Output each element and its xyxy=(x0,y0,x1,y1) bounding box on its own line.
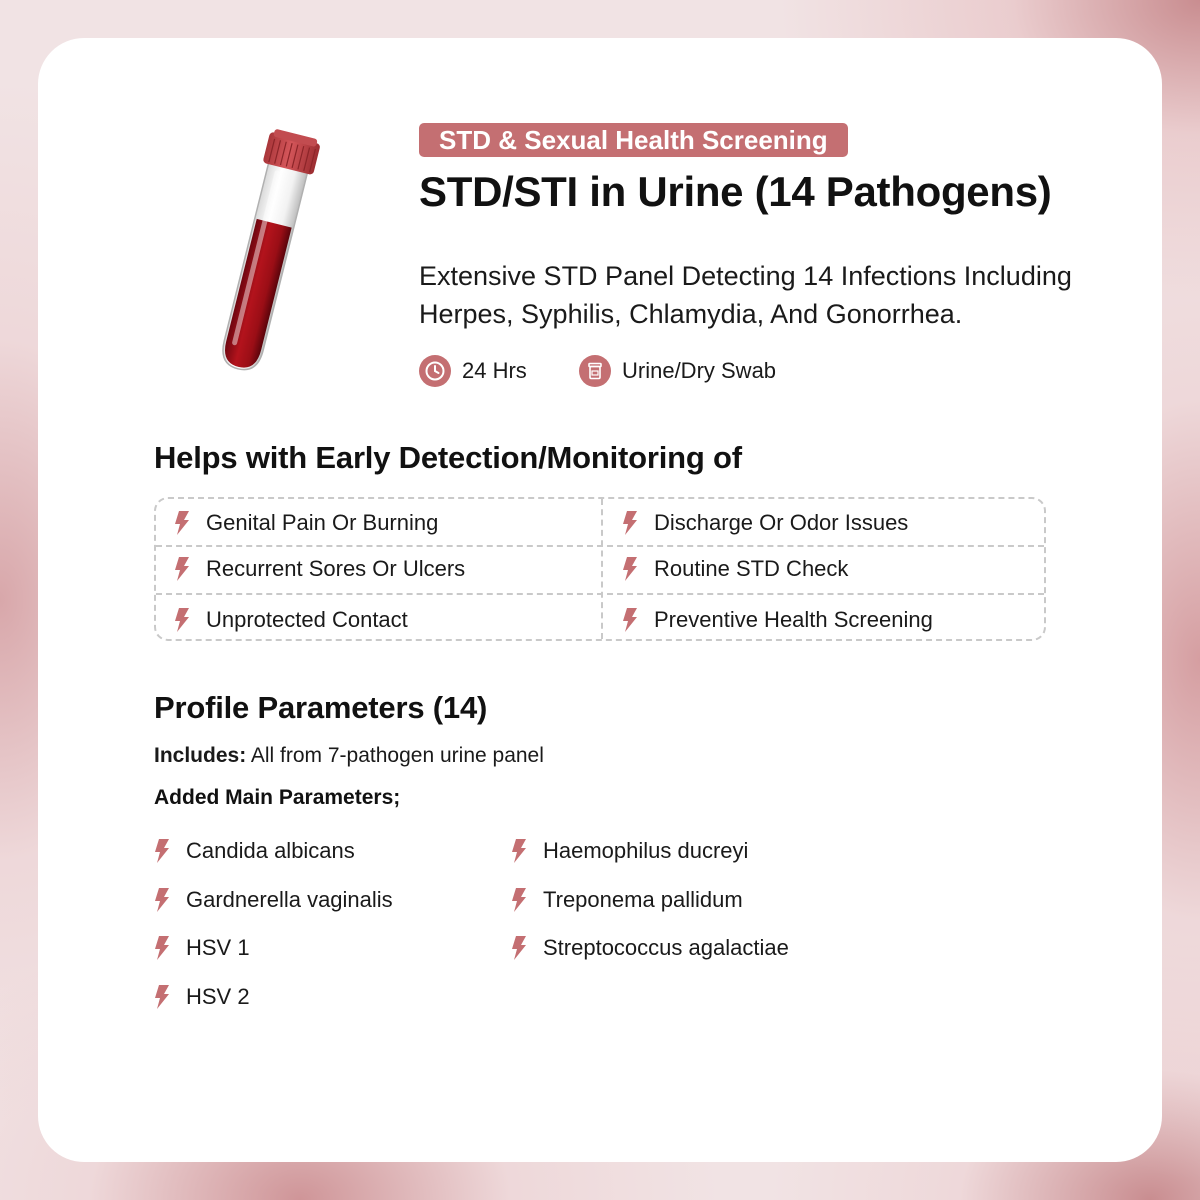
turnaround-text: 24 Hrs xyxy=(462,358,527,383)
includes-line xyxy=(154,744,544,768)
parameter-item: Gardnerella vaginalis xyxy=(154,885,393,915)
sample-container-icon xyxy=(579,355,611,387)
detection-item: Genital Pain Or Burning xyxy=(174,508,438,538)
sample-info xyxy=(579,354,776,388)
detection-item: Routine STD Check xyxy=(622,554,848,584)
bolt-icon xyxy=(154,985,170,1009)
product-description: Extensive STD Panel Detecting 14 Infections Including Herpes, Syphilis, Chlamydia, And Gonorrhea. xyxy=(419,261,1072,329)
parameter-item: Candida albicans xyxy=(154,836,355,866)
detection-grid xyxy=(154,497,1046,641)
clock-icon xyxy=(419,355,451,387)
added-parameters-heading: Added Main Parameters; xyxy=(154,786,401,809)
parameters-heading: Profile Parameters (14) xyxy=(154,690,488,725)
bolt-icon xyxy=(174,557,190,581)
product-title: STD/STI in Urine (14 Pathogens) xyxy=(419,168,1052,215)
grid-divider xyxy=(601,499,603,639)
bolt-icon xyxy=(511,936,527,960)
bolt-icon xyxy=(511,839,527,863)
detection-item: Preventive Health Screening xyxy=(622,605,933,635)
turnaround-info xyxy=(419,354,527,388)
grid-divider xyxy=(156,593,1044,595)
parameter-item: Haemophilus ducreyi xyxy=(511,836,748,866)
parameter-item: HSV 1 xyxy=(154,933,250,963)
bolt-icon xyxy=(622,511,638,535)
parameter-item: HSV 2 xyxy=(154,982,250,1012)
bolt-icon xyxy=(154,936,170,960)
parameter-item: Treponema pallidum xyxy=(511,885,743,915)
detection-item: Unprotected Contact xyxy=(174,605,408,635)
test-tube-illustration xyxy=(200,126,330,386)
parameter-item: Streptococcus agalactiae xyxy=(511,933,789,963)
bolt-icon xyxy=(622,608,638,632)
includes-text: All from 7-pathogen urine panel xyxy=(250,744,544,767)
category-badge: STD & Sexual Health Screening xyxy=(419,123,848,157)
sample-text: Urine/Dry Swab xyxy=(622,358,777,383)
bolt-icon xyxy=(174,511,190,535)
detection-heading: Helps with Early Detection/Monitoring of xyxy=(154,440,742,475)
detection-item: Recurrent Sores Or Ulcers xyxy=(174,554,465,584)
detection-item: Discharge Or Odor Issues xyxy=(622,508,908,538)
bolt-icon xyxy=(511,888,527,912)
includes-label: Includes: xyxy=(154,744,247,767)
bolt-icon xyxy=(622,557,638,581)
bolt-icon xyxy=(154,888,170,912)
grid-divider xyxy=(156,545,1044,547)
bolt-icon xyxy=(154,839,170,863)
bolt-icon xyxy=(174,608,190,632)
